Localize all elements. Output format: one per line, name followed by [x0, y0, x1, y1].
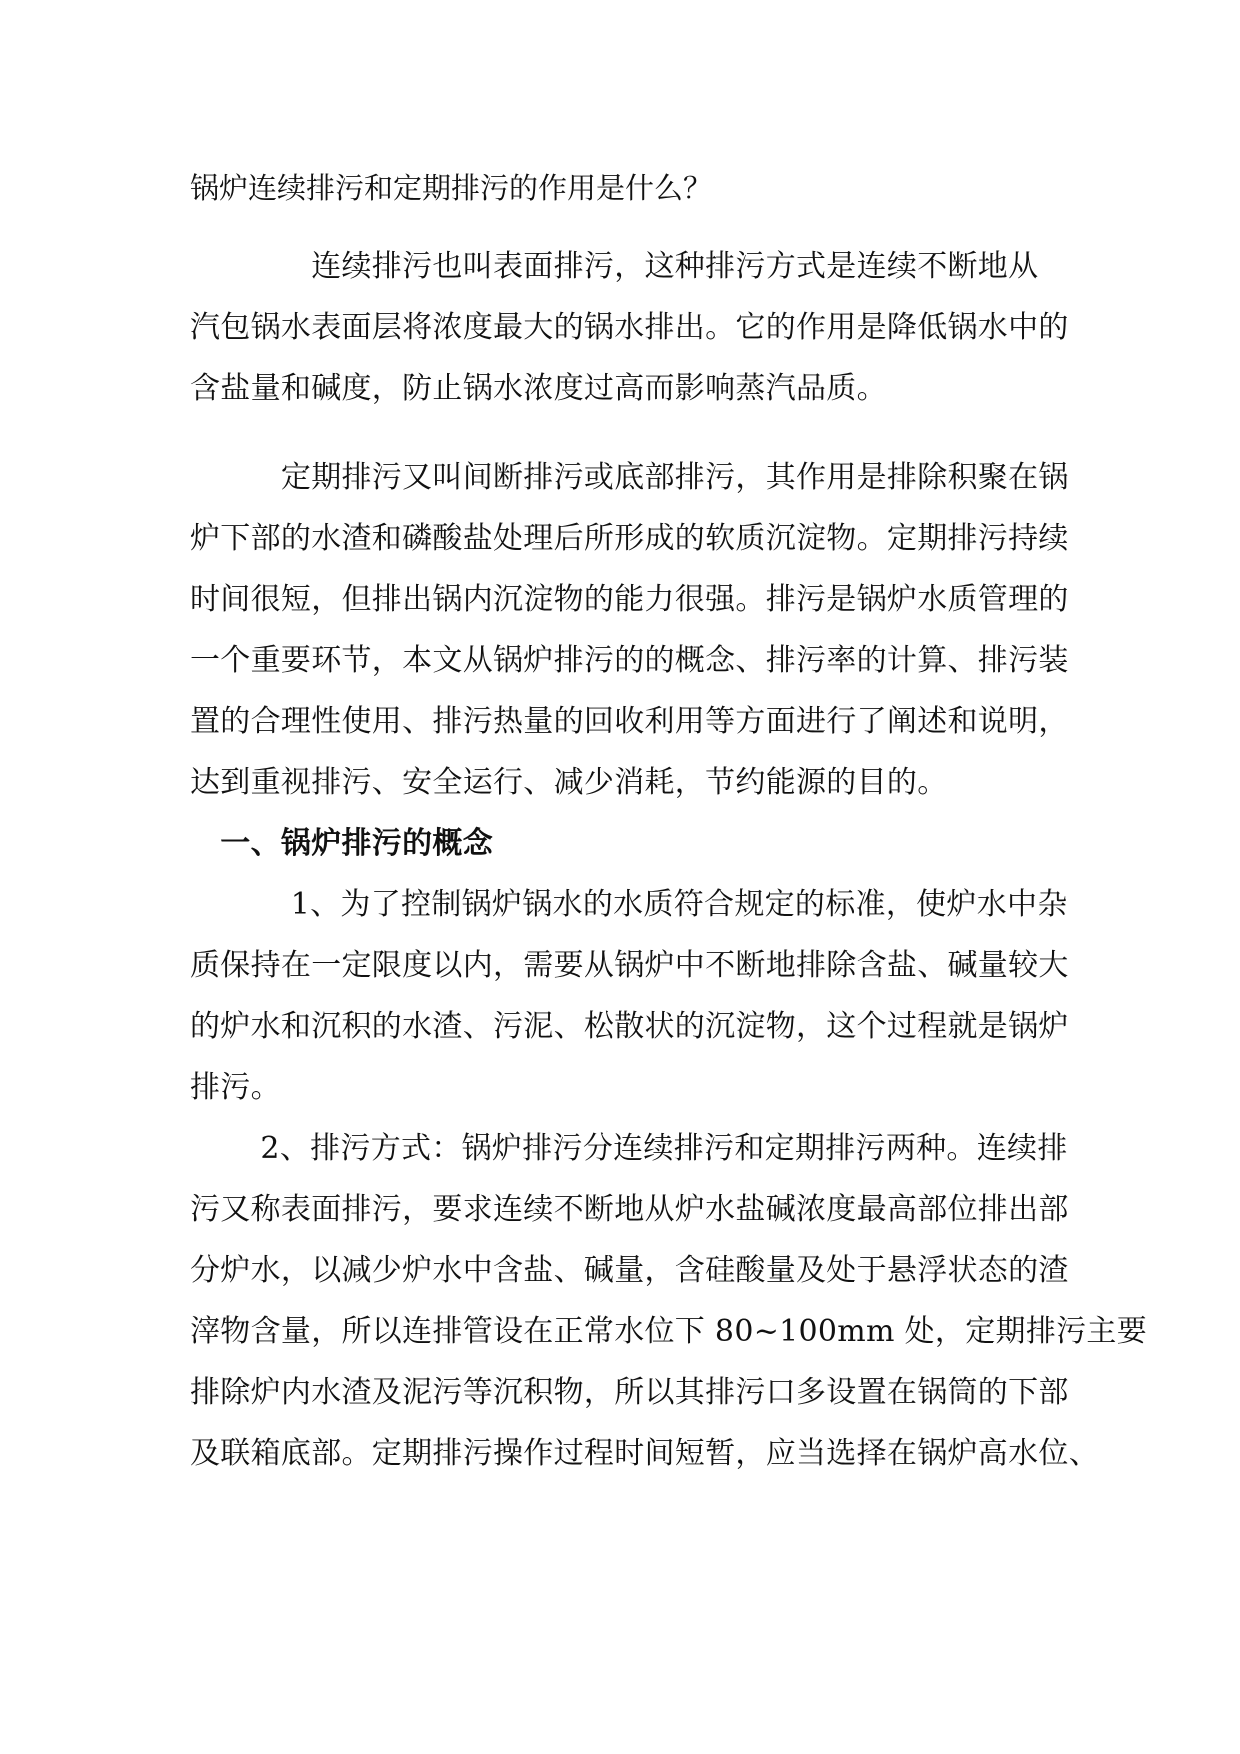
text-line: 达到重视排污、安全运行、减少消耗，节约能源的目的。 [190, 765, 948, 800]
text-line: 排污。 [190, 1070, 281, 1105]
text-line: 2、排污方式：锅炉排污分连续排污和定期排污两种。连续排 [190, 1131, 1068, 1166]
document-body [190, 168, 1148, 1484]
text-line: 污又称表面排污，要求连续不断地从炉水盐碱浓度最高部位排出部 [190, 1192, 1069, 1227]
document-title: 锅炉连续排污和定期排污的作用是什么？ [190, 171, 713, 205]
text-line: 1、为了控制锅炉锅水的水质符合规定的标准，使炉水中杂 [190, 887, 1068, 922]
paragraph-blowdown-methods [190, 1118, 1148, 1484]
text-line: 时间很短，但排出锅内沉淀物的能力很强。排污是锅炉水质管理的 [190, 582, 1069, 617]
text-line: 含盐量和碱度，防止锅水浓度过高而影响蒸汽品质。 [190, 371, 887, 406]
paragraph-concept [190, 874, 1069, 1118]
section-heading: 一、锅炉排污的概念 [190, 826, 493, 861]
text-line: 一个重要环节，本文从锅炉排污的的概念、排污率的计算、排污装 [190, 643, 1069, 678]
paragraph-continuous-blowdown [190, 236, 1069, 419]
text-line: 置的合理性使用、排污热量的回收利用等方面进行了阐述和说明， [190, 704, 1069, 739]
paragraph-periodic-blowdown [190, 447, 1069, 813]
text-line: 定期排污又叫间断排污或底部排污，其作用是排除积聚在锅 [190, 460, 1069, 495]
text-line: 质保持在一定限度以内，需要从锅炉中不断地排除含盐、碱量较大 [190, 948, 1069, 983]
text-line: 及联箱底部。定期排污操作过程时间短暂，应当选择在锅炉高水位、 [190, 1436, 1099, 1471]
text-line: 连续排污也叫表面排污，这种排污方式是连续不断地从 [190, 249, 1039, 284]
text-line: 分炉水，以减少炉水中含盐、碱量，含硅酸量及处于悬浮状态的渣 [190, 1253, 1069, 1288]
text-line: 排除炉内水渣及泥污等沉积物，所以其排污口多设置在锅筒的下部 [190, 1375, 1069, 1410]
text-line: 滓物含量，所以连排管设在正常水位下 80~100mm 处，定期排污主要 [190, 1314, 1148, 1349]
text-line: 汽包锅水表面层将浓度最大的锅水排出。它的作用是降低锅水中的 [190, 310, 1069, 345]
text-line: 炉下部的水渣和磷酸盐处理后所形成的软质沉淀物。定期排污持续 [190, 521, 1069, 556]
text-line: 的炉水和沉积的水渣、污泥、松散状的沉淀物，这个过程就是锅炉 [190, 1009, 1069, 1044]
